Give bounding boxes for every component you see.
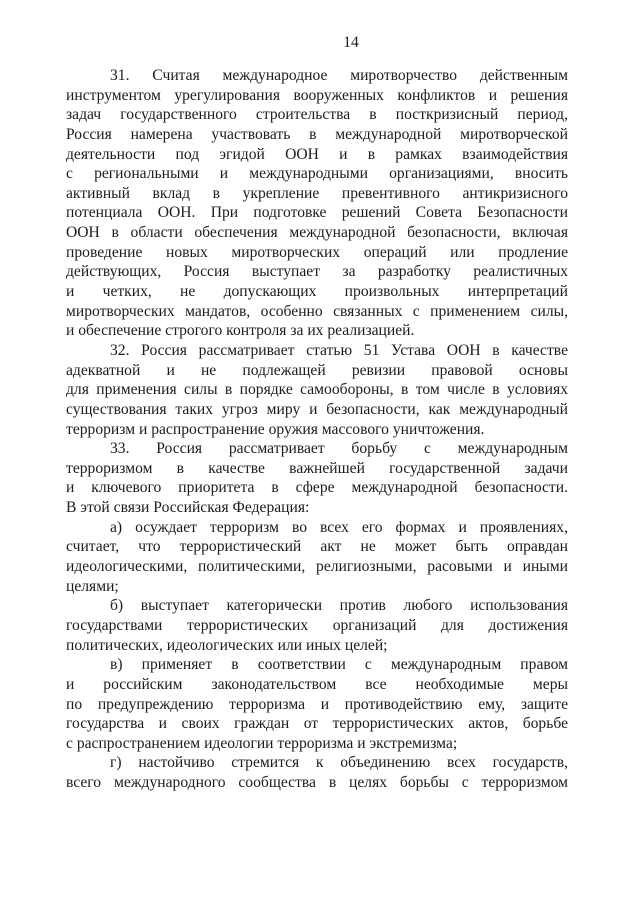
text-line: существования таких угроз миру и безопасности, как международный [66, 400, 568, 418]
text-line: ООН в области обеспечения международной безопасности, включая [66, 224, 568, 242]
text-line: 31. Считая международное миротворчество действенным [110, 67, 568, 84]
text-line: и обеспечение строгого контроля за их реализацией. [66, 322, 415, 340]
text-line: целями; [66, 577, 119, 595]
paragraph [66, 753, 568, 792]
text-line: потенциала ООН. При подготовке решений Совета Безопасности [66, 204, 568, 222]
text-line: действующих, Россия выступает за разработку реалистичных [66, 263, 568, 281]
text-line: инструментом урегулирования вооруженных конфликтов и решения [66, 86, 568, 104]
text-line: 33. Россия рассматривает борьбу с международным [110, 440, 568, 458]
text-line: идеологическими, политическими, религиозными, расовыми и иными [66, 558, 568, 576]
text-line: в) применяет в соответствии с международным правом [110, 656, 568, 674]
text-line: по предупреждению терроризма и противодействию ему, защите [66, 695, 568, 713]
text-line: с распространением идеологии терроризма и экстремизма; [66, 734, 458, 752]
text-line: б) выступает категорически против любого использования [110, 597, 568, 615]
text-line: деятельности под эгидой ООН и в рамках взаимодействия [66, 145, 568, 163]
text-line: государствами террористических организаций для достижения [66, 616, 568, 634]
text-line: задач государственного строительства в посткризисный период, [66, 106, 568, 124]
document-body [66, 66, 568, 793]
text-line: и российским законодательством все необходимые меры [66, 675, 568, 693]
text-line: считает, что террористический акт не может быть оправдан [66, 538, 568, 556]
text-line: политических, идеологических или иных целей; [66, 636, 388, 654]
page-number: 14 [343, 34, 359, 51]
text-line: всего международного сообщества в целях борьбы с терроризмом [66, 774, 568, 792]
text-line: активный вклад в укрепление превентивного антикризисного [66, 184, 568, 202]
text-line: проведение новых миротворческих операций или продление [66, 243, 568, 261]
paragraph [66, 341, 568, 439]
text-line: миротворческих мандатов, особенно связанных с применением силы, [66, 302, 568, 320]
paragraph [66, 655, 568, 753]
paragraph [66, 439, 568, 518]
text-line: а) осуждает терроризм во всех его формах и проявлениях, [110, 518, 568, 536]
paragraph [66, 66, 568, 341]
text-line: терроризм и распространение оружия массового уничтожения. [66, 420, 485, 438]
text-line: В этой связи Российская Федерация: [66, 499, 310, 517]
text-line: терроризмом в качестве важнейшей государственной задачи [66, 459, 568, 477]
text-line: и четких, не допускающих произвольных интерпретаций [66, 283, 568, 301]
text-line: адекватной и не подлежащей ревизии правовой основы [66, 361, 568, 379]
text-line: с региональными и международными организациями, вносить [66, 165, 568, 183]
text-line: государства и своих граждан от террористических актов, борьбе [66, 715, 568, 733]
text-line: 32. Россия рассматривает статью 51 Устава ООН в качестве [110, 341, 568, 359]
paragraph [66, 518, 568, 597]
paragraph [66, 596, 568, 655]
text-line: и ключевого приоритета в сфере международной безопасности. [66, 479, 568, 497]
text-line: Россия намерена участвовать в международной миротворческой [66, 125, 568, 143]
text-line: г) настойчиво стремится к объединению всех государств, [110, 754, 568, 772]
text-line: для применения силы в порядке самообороны, в том числе в условиях [66, 381, 568, 399]
